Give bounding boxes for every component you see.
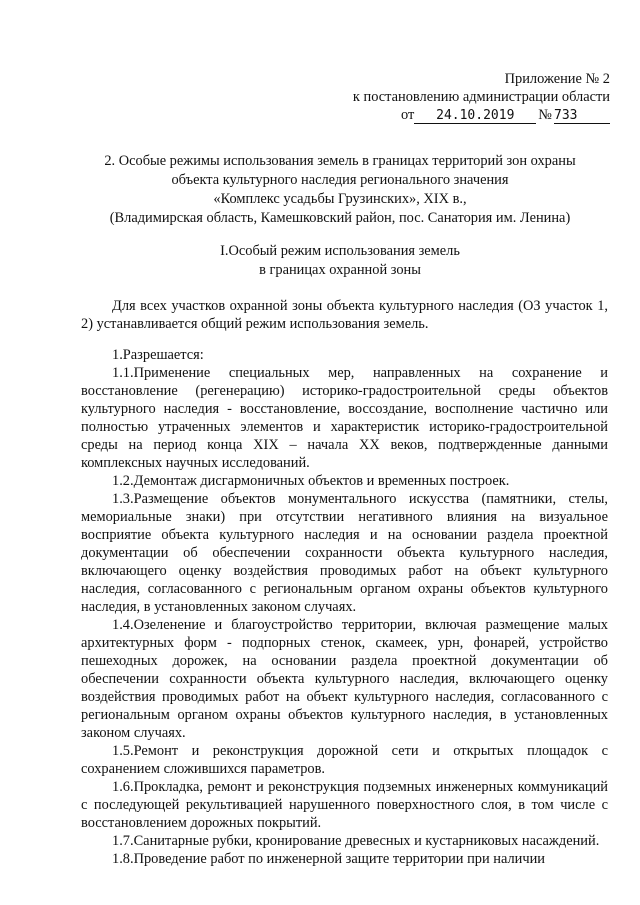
number-label: № [538, 107, 552, 123]
decree-number: 733 [554, 108, 610, 124]
permitted-title: 1.Разрешается: [112, 347, 204, 363]
from-label: от [400, 107, 415, 123]
heading-line-1: 2. Особые режимы использования земель в границах территорий зон охраны [104, 153, 576, 169]
document-body [81, 297, 608, 868]
appendix-header [353, 70, 610, 124]
decree-line [353, 106, 610, 124]
list-item: 1.3.Размещение объектов монументального искусства (памятники, стелы, мемориальные знаки) при отсутствии негативного влияния на визуальное восприятие объекта культурного наследия и на основании раздела проектной документации об обеспечении сохранности объекта культурного наследия, включающего оценку воздействия проводимых работ на объект культурного наследия, согласованного с региональным органом охраны объектов культурного наследия, в установленных законом случаях. [81, 491, 608, 615]
appendix-title: Приложение № 2 [504, 71, 610, 87]
section-heading-line-2: в границах охранной зоны [259, 262, 421, 278]
appendix-subtitle: к постановлению администрации области [352, 89, 610, 105]
list-item: 1.8.Проведение работ по инженерной защите территории при наличии [112, 851, 546, 867]
document-heading [60, 152, 620, 228]
list-item: 1.5.Ремонт и реконструкция дорожной сети и открытых площадок с сохранением сложившихся параметров. [81, 743, 608, 777]
heading-line-2: объекта культурного наследия регионального значения [171, 172, 509, 188]
decree-date: 24.10.2019 [414, 108, 536, 124]
list-item: 1.4.Озеленение и благоустройство территории, включая размещение малых архитектурных форм - подпорных стенок, скамеек, урн, фонарей, устройство пешеходных дорожек, на основании раздела проектной документации об обеспечении сохранности объекта культурного наследия, включающего оценку воздействия проводимых работ на объект культурного наследия, согласованного с региональным органом охраны объектов культурного наследия, в установленных законом случаях. [81, 617, 608, 741]
intro-paragraph: Для всех участков охранной зоны объекта культурного наследия (ОЗ участок 1, 2) устанавливается общий режим использования земель. [81, 298, 608, 332]
list-item: 1.7.Санитарные рубки, кронирование древесных и кустарниковых насаждений. [112, 833, 600, 849]
heading-line-4: (Владимирская область, Камешковский район, пос. Санатория им. Ленина) [109, 210, 571, 226]
section-heading [60, 242, 620, 280]
list-item: 1.6.Прокладка, ремонт и реконструкция подземных инженерных коммуникаций с последующей рекультивацией нарушенного поверхностного слоя, в том числе с восстановлением дорожных покрытий. [81, 779, 608, 831]
section-heading-line-1: I.Особый режим использования земель [220, 243, 460, 259]
heading-line-3: «Комплекс усадьбы Грузинских», XIX в., [213, 191, 467, 207]
list-item: 1.2.Демонтаж дисгармоничных объектов и временных построек. [112, 473, 510, 489]
list-item: 1.1.Применение специальных мер, направленных на сохранение и восстановление (регенерацию) историко-градостроительной среды объектов культурного наследия - восстановление, воссоздание, восполнение частично или полностью утраченных элементов и характеристик историко-градостроительной среды на период конца XIX – начала XX веков, подтвержденные данными комплексных научных исследований. [81, 365, 608, 471]
